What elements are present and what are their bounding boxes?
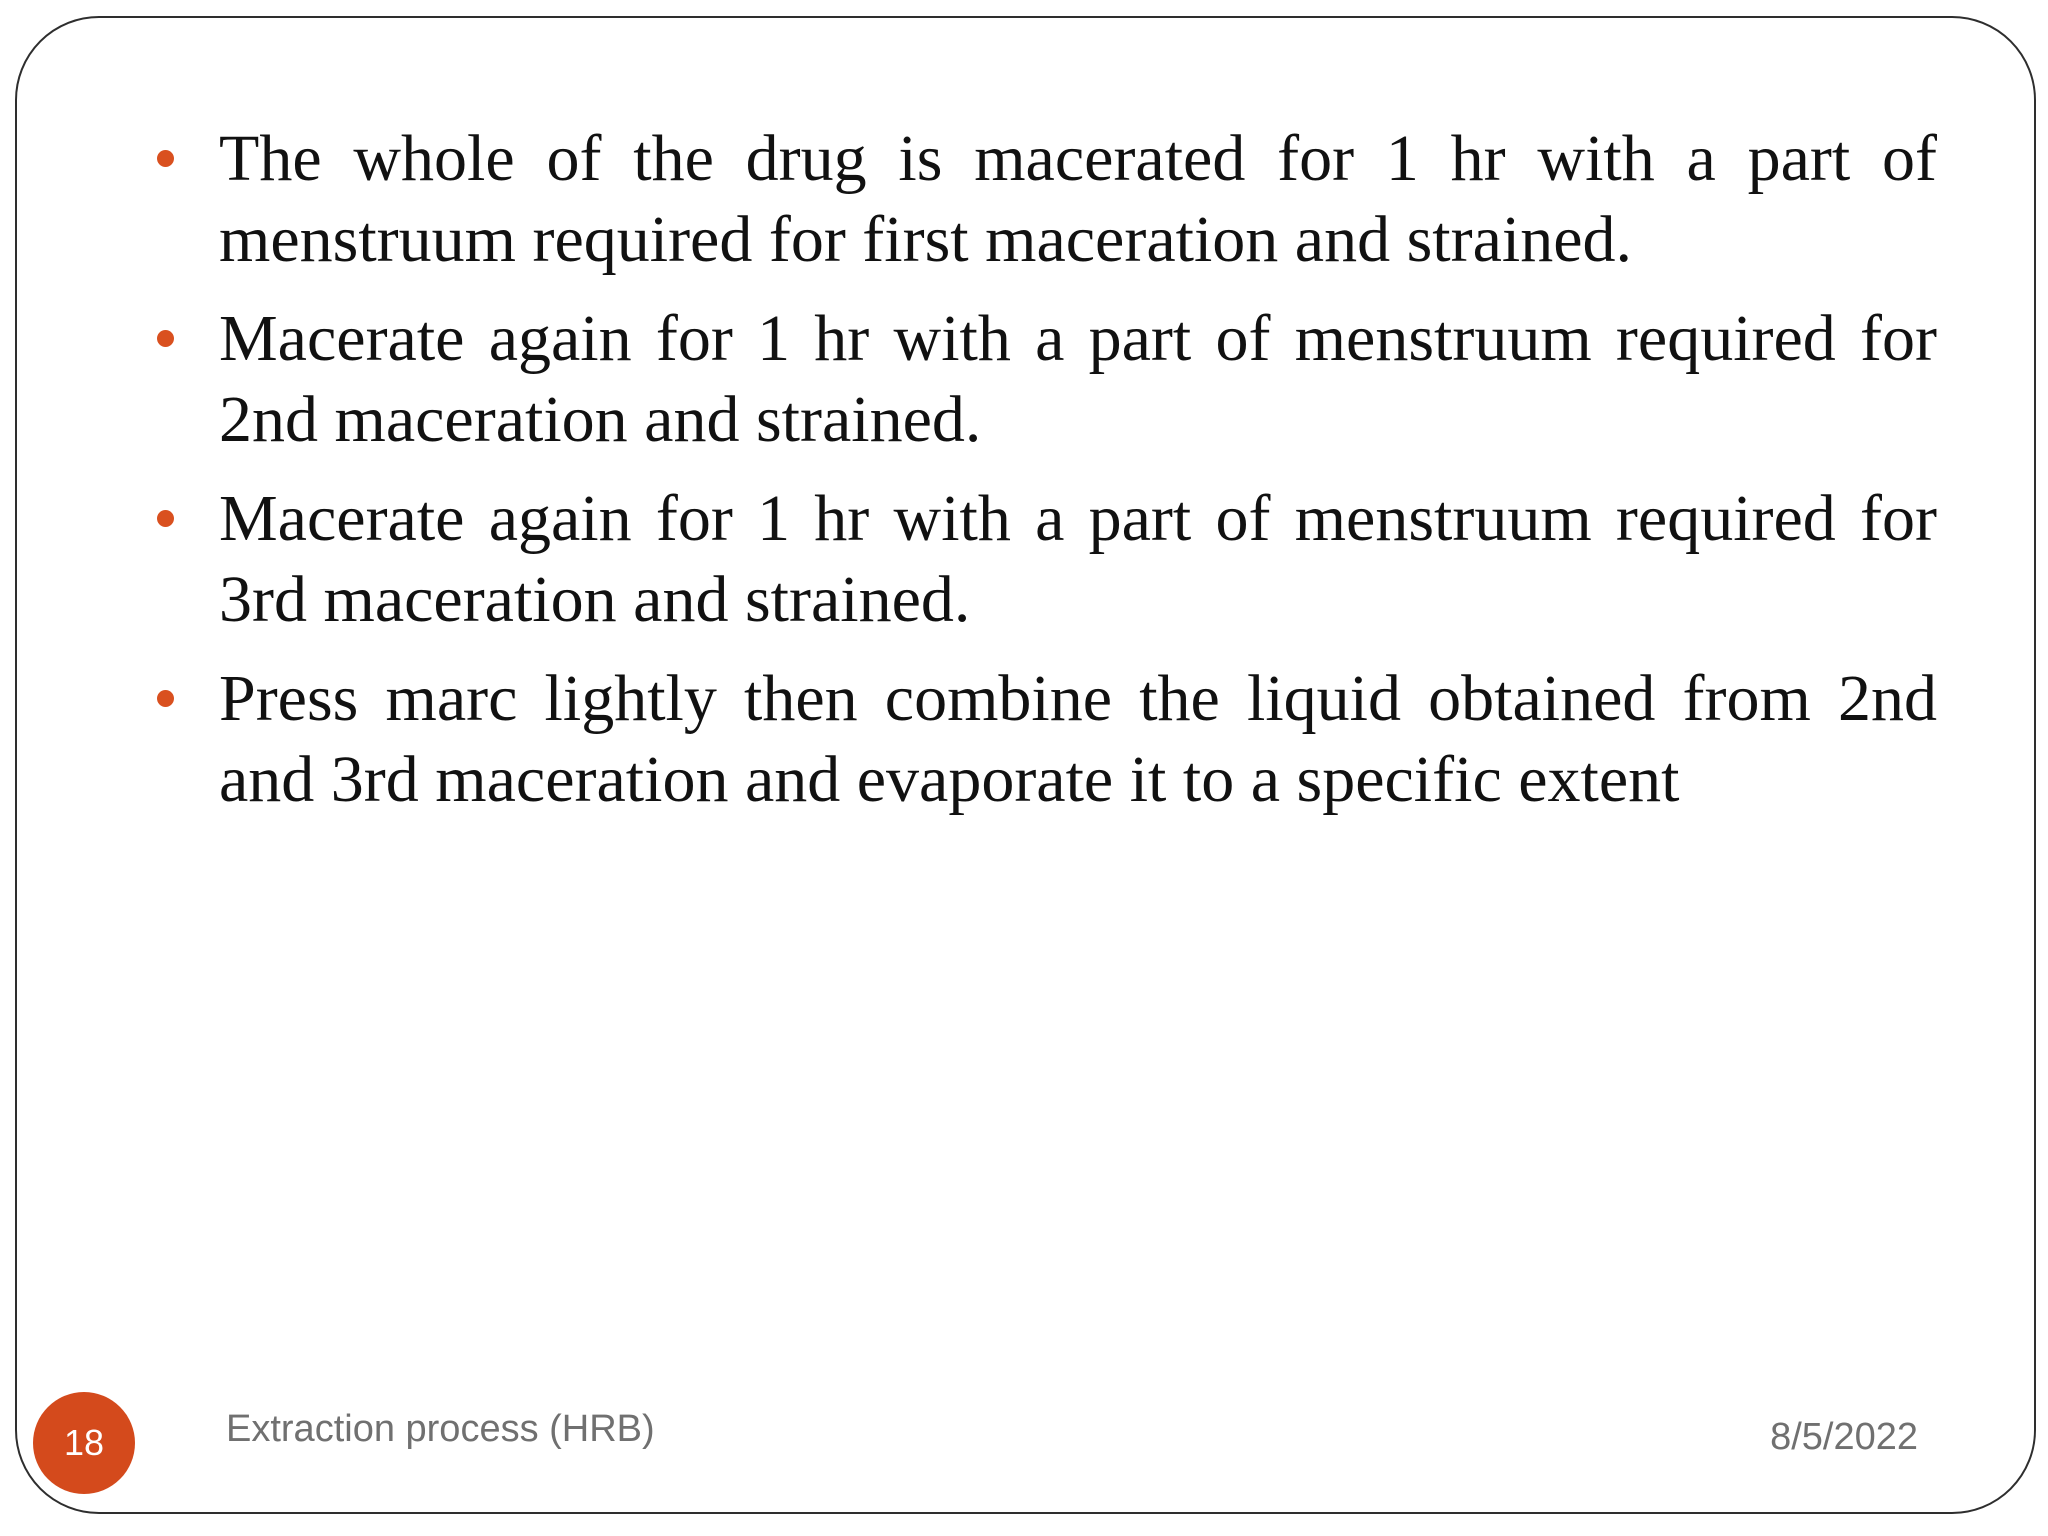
bullet-item xyxy=(157,118,1937,280)
bullet-text: Press marc lightly then combine the liquid obtained from 2nd and 3rd maceration and evaporate it to a specific extent xyxy=(219,662,1937,816)
footer-title: Extraction process (HRB) xyxy=(226,1408,655,1450)
bullet-text: The whole of the drug is macerated for 1 hr with a part of menstruum required for first maceration and strained. xyxy=(219,122,1937,276)
bullet-text: Macerate again for 1 hr with a part of menstruum required for 3rd maceration and strained. xyxy=(219,482,1937,636)
bullet-item xyxy=(157,298,1937,460)
bullet-text: Macerate again for 1 hr with a part of menstruum required for 2nd maceration and strained. xyxy=(219,302,1937,456)
bullet-list xyxy=(157,118,1937,838)
bullet-dot-icon xyxy=(157,150,174,167)
bullet-dot-icon xyxy=(157,330,174,347)
bullet-dot-icon xyxy=(157,510,174,527)
bullet-dot-icon xyxy=(157,690,174,707)
slide-number-badge: 18 xyxy=(33,1392,135,1494)
bullet-item xyxy=(157,478,1937,640)
bullet-item xyxy=(157,658,1937,820)
slide-frame xyxy=(15,16,2036,1514)
footer-date: 8/5/2022 xyxy=(1770,1416,1918,1458)
